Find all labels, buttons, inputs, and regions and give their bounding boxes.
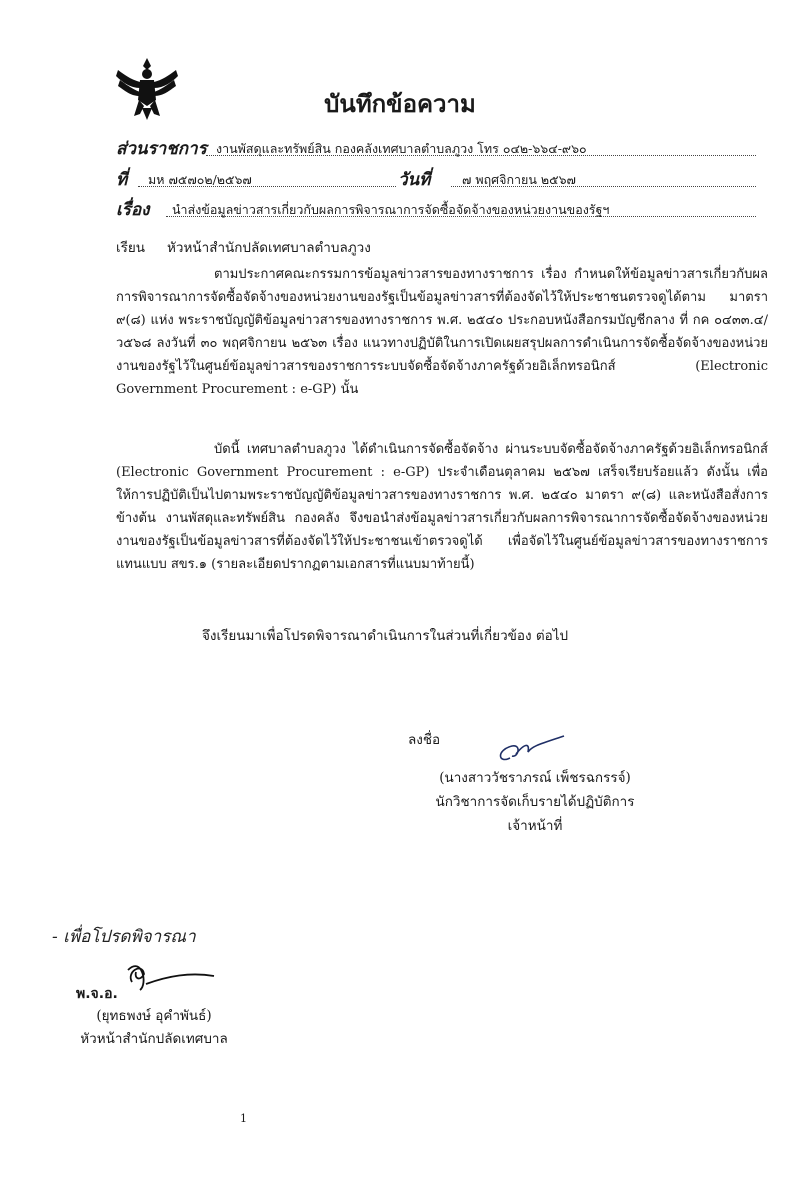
signer-position: นักวิชาการจัดเก็บรายได้ปฏิบัติการ [435,794,635,810]
supervisor-position: หัวหน้าสำนักปลัดเทศบาล [80,1031,228,1047]
subject-value: นำส่งข้อมูลข่าวสารเกี่ยวกับผลการพิจารณาการจัดซื้อจัดจ้างของหน่วยงานของรัฐฯ [172,202,610,217]
reference-value: มห ๗๕๗๐๒/๒๕๖๗ [148,172,252,187]
subject-row [116,196,756,222]
document-title: บันทึกข้อความ [324,90,476,118]
signer-role: เจ้าหน้าที่ [507,818,563,834]
body-paragraph-1 [116,263,768,401]
salutation-label: เรียน [116,240,146,256]
supervisor-block [54,1005,254,1051]
signer-name: (นางสาววัชราภรณ์ เพ็ชรฉกรรจ์) [439,770,631,786]
date-value: ๗ พฤศจิกายน ๒๕๖๗ [462,172,576,187]
subject-label: เรื่อง [116,200,150,220]
salutation [116,236,393,258]
reference-row [116,166,756,192]
supervisor-prefix: พ.จ.อ. [76,986,118,1002]
body-paragraph-1-text: ตามประกาศคณะกรรมการข้อมูลข่าวสารของทางราชการ เรื่อง กำหนดให้ข้อมูลข่าวสารเกี่ยวกับผลการพิจารณาการจัดซื้อจัดจ้างของหน่วยงานของรัฐเป็นข้อมูลข่าวสารที่ต้องจัดไว้ให้ประชาชนตรวจดูได้ตาม มาตรา ๙(๘) แห่ง พระราชบัญญัติข้อมูลข่าวสารของทางราชการ พ.ศ. ๒๕๔๐ ประกอบหนังสือกรมบัญชีกลาง ที่ กค ๐๔๓๓.๔/ว๕๖๘ ลงวันที่ ๓๐ พฤศจิกายน ๒๕๖๓ เรื่อง แนวทางปฏิบัติในการเปิดเผยสรุปผลการดำเนินการจัดซื้อจัดจ้างของหน่วยงานของรัฐไว้ในศูนย์ข้อมูลข่าวสารของราชการระบบจัดซื้อจัดจ้างภาครัฐด้วยอิเล็กทรอนิกส์ (Electronic Government Procurement : e-GP) นั้น [116,267,768,397]
supervisor-signature-icon [118,952,218,996]
signature-label: ลงชื่อ [408,732,441,748]
signature-block [400,766,670,838]
date-label: วันที่ [398,170,431,190]
supervisor-name: (ยุทธพงษ์ อุคำพันธ์) [96,1008,212,1024]
handwritten-note: - เพื่อโปรดพิจารณา [52,927,196,947]
agency-label: ส่วนราชการ [116,139,207,159]
reference-label: ที่ [116,170,128,190]
agency-value: งานพัสดุและทรัพย์สิน กองคลังเทศบาลตำบลภูวง โทร ๐๔๒-๖๖๔-๙๖๐ [216,141,587,156]
closing-line: จึงเรียนมาเพื่อโปรดพิจารณาดำเนินการในส่วนที่เกี่ยวข้อง ต่อไป [202,628,569,644]
agency-row [116,135,756,161]
page-number: 1 [240,1112,247,1125]
body-paragraph-2-text: บัดนี้ เทศบาลตำบลภูวง ได้ดำเนินการจัดซื้อจัดจ้าง ผ่านระบบจัดซื้อจัดจ้างภาครัฐด้วยอิเล็กทรอนิกส์ (Electronic Government Procurement : e-GP) ประจำเดือนตุลาคม ๒๕๖๗ เสร็จเรียบร้อยแล้ว ดังนั้น เพื่อให้การปฏิบัติเป็นไปตามพระราชบัญญัติข้อมูลข่าวสารของทางราชการ พ.ศ. ๒๕๔๐ มาตรา ๙(๘) และหนังสือสั่งการข้างต้น งานพัสดุและทรัพย์สิน กองคลัง จึงขอนำส่งข้อมูลข่าวสารเกี่ยวกับผลการพิจารณาการจัดซื้อจัดจ้างของหน่วยงานของรัฐเป็นข้อมูลข่าวสารที่ต้องจัดไว้ให้ประชาชนเข้าตรวจดูได้ เพื่อจัดไว้ในศูนย์ข้อมูลข่าวสารของทางราชการแทนแบบ สขร.๑ (รายละเอียดปรากฏตามเอกสารที่แนบมาท้ายนี้) [116,442,768,572]
officer-signature-icon [488,728,568,768]
body-paragraph-2 [116,438,768,576]
salutation-recipient: หัวหน้าสำนักปลัดเทศบาลตำบลภูวง [167,240,371,256]
